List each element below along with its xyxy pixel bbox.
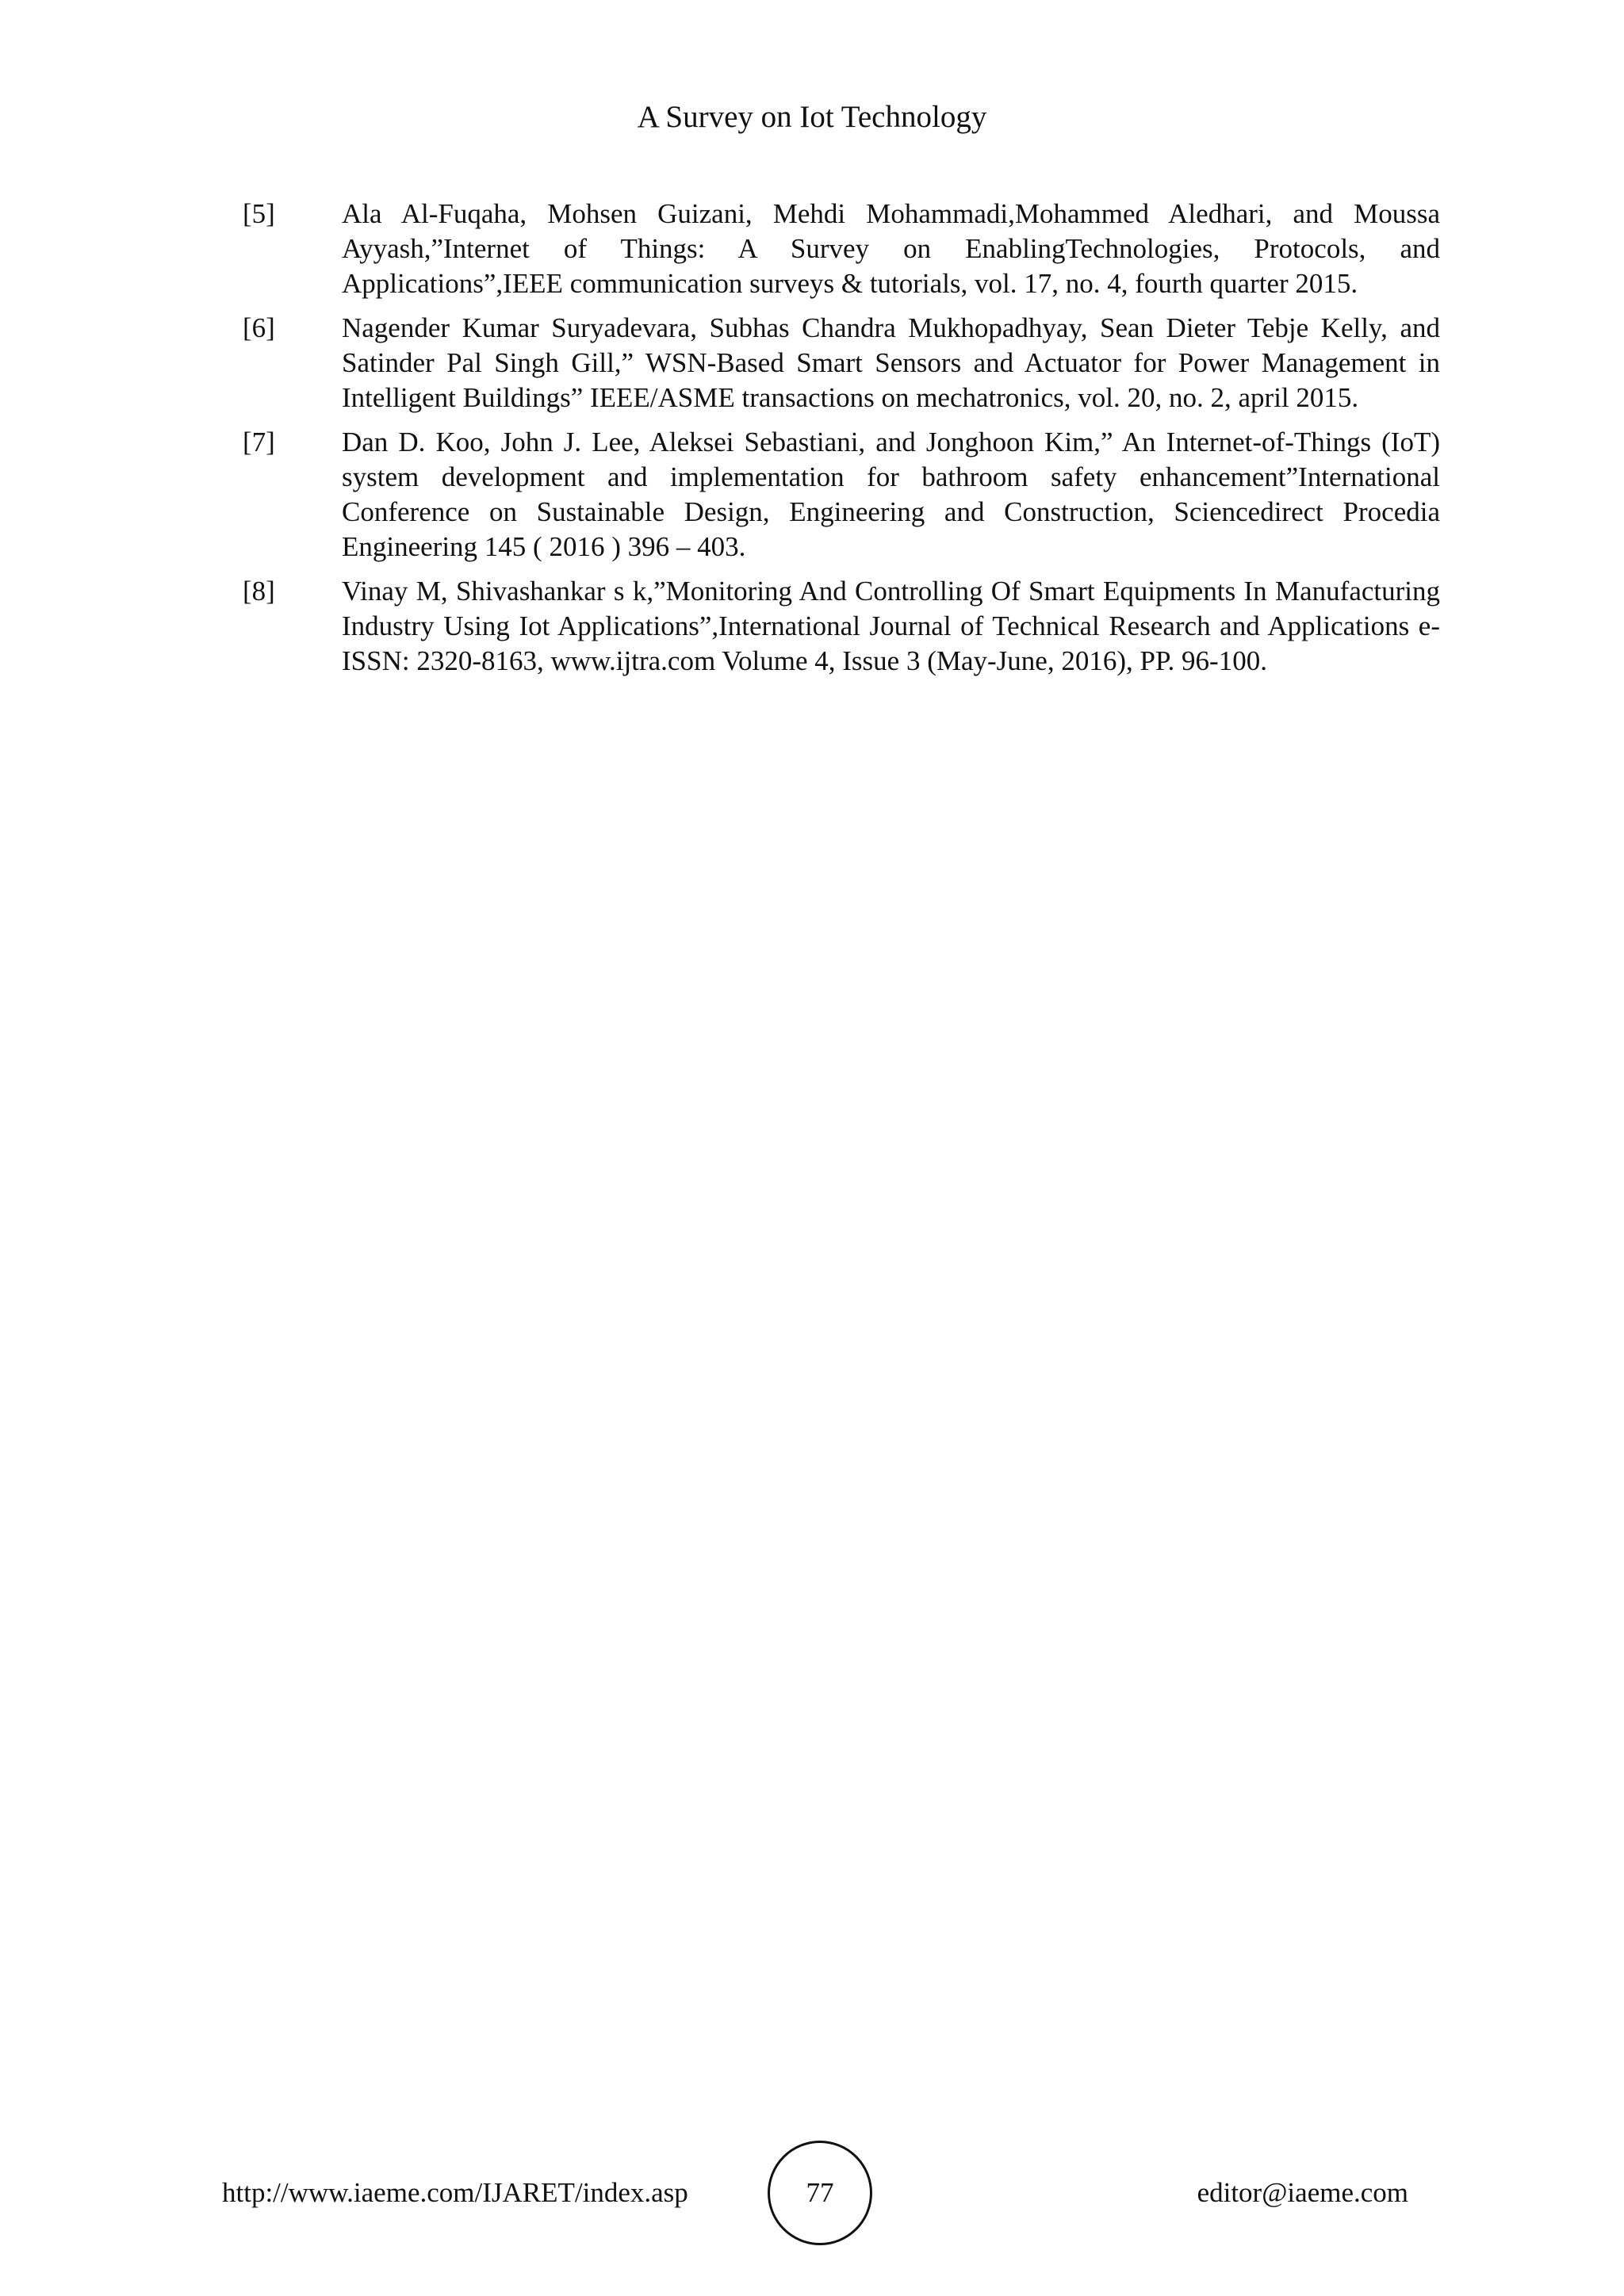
reference-item [243, 574, 1440, 679]
reference-list [243, 197, 1440, 688]
reference-number: [5] [243, 198, 275, 229]
footer-email-link[interactable]: editor@iaeme.com [1197, 2177, 1408, 2208]
footer-url-link[interactable]: http://www.iaeme.com/IJARET/index.asp [222, 2177, 688, 2208]
reference-item [243, 425, 1440, 564]
reference-text: Dan D. Koo, John J. Lee, Aleksei Sebastiani, and Jonghoon Kim,” An Internet-of-Things (IoT) system development and implementation for bathroom safety enhancement”International Conference on Sustainable Design, Engineering and Construction, Sciencedirect Procedia Engineering 145 ( 2016 ) 396 – 403. [342, 427, 1440, 562]
reference-text: Vinay M, Shivashankar s k,”Monitoring And Controlling Of Smart Equipments In Manufacturing Industry Using Iot Applications”,International Journal of Technical Research and Applications e-ISSN: 2320-8163, www.ijtra.com Volume 4, Issue 3 (May-June, 2016), PP. 96-100. [342, 576, 1440, 676]
reference-item [243, 311, 1440, 415]
reference-number: [6] [243, 312, 275, 343]
page-number: 77 [806, 2177, 834, 2208]
page-footer [0, 2141, 1624, 2248]
reference-number: [7] [243, 427, 275, 457]
reference-item [243, 197, 1440, 301]
page-number-badge [768, 2141, 872, 2245]
reference-text: Ala Al-Fuqaha, Mohsen Guizani, Mehdi Mohammadi,Mohammed Aledhari, and Moussa Ayyash,”Internet of Things: A Survey on EnablingTechnologies, Protocols, and Applications”,IEEE communication surveys & tutorials, vol. 17, no. 4, fourth quarter 2015. [342, 198, 1440, 299]
reference-text: Nagender Kumar Suryadevara, Subhas Chandra Mukhopadhyay, Sean Dieter Tebje Kelly, and Satinder Pal Singh Gill,” WSN-Based Smart Sensors and Actuator for Power Management in Intelligent Buildings” IEEE/ASME transactions on mechatronics, vol. 20, no. 2, april 2015. [342, 312, 1440, 413]
running-header: A Survey on Iot Technology [637, 100, 987, 134]
reference-number: [8] [243, 576, 275, 607]
